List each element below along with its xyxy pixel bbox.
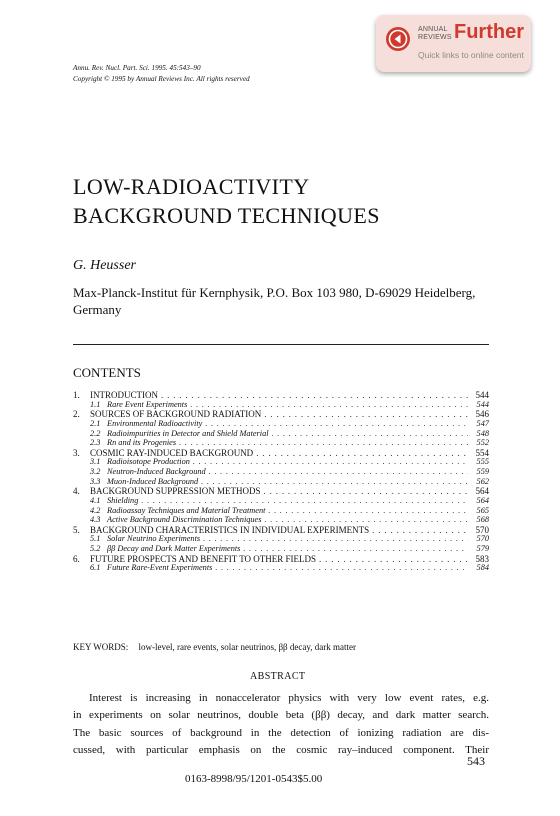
toc-entry-label: BACKGROUND CHARACTERISTICS IN INDIVIDUAL EXPERIMENTS	[90, 524, 370, 535]
toc-entry-page: 564	[476, 495, 489, 505]
toc-leader-dots	[272, 429, 468, 438]
author-name: G. Heusser	[73, 258, 136, 273]
toc-entry-page: 552	[476, 438, 489, 448]
toc-leader-dots	[256, 448, 468, 458]
keywords-text: low-level, rare events, solar neutrinos, ββ decay, dark matter	[138, 642, 357, 652]
toc-entry-label: Muon-Induced Background	[107, 476, 199, 486]
toc-leader-dots	[264, 409, 468, 419]
toc-leader-dots	[141, 496, 468, 505]
toc-entry-number: 2.3	[90, 438, 101, 448]
toc-entry	[73, 448, 489, 458]
toc-entry-label: INTRODUCTION	[90, 390, 158, 400]
abstract-line: The basic sources of background in the detection of ionizing radiation are dis-	[73, 726, 489, 739]
toc-entry-number: 4.	[73, 486, 80, 497]
toc-entry-page: 565	[476, 505, 489, 515]
toc-entry-page: 547	[476, 418, 489, 428]
toc-entry-number: 2.1	[90, 418, 101, 428]
keywords-line	[73, 642, 356, 652]
toc-entry-number: 4.3	[90, 515, 101, 525]
author-affiliation: Max-Planck-Institut für Kernphysik, P.O. Box 103 980, D-69029 Heidelberg, Germany	[73, 285, 476, 317]
abstract-heading: ABSTRACT	[250, 671, 306, 682]
toc-entry-page: 544	[476, 399, 489, 409]
toc-entry-page: 584	[476, 563, 489, 573]
toc-entry-page: 583	[475, 553, 489, 564]
toc-entry-label: BACKGROUND SUPPRESSION METHODS	[90, 486, 261, 497]
title-line-2: BACKGROUND TECHNIQUES	[73, 203, 380, 228]
badge-brand	[418, 26, 452, 41]
toc-entry-page: 570	[476, 534, 489, 544]
toc-entry-number: 3.	[73, 447, 80, 458]
toc-entry-label: Neutron-Induced Background	[107, 467, 206, 476]
toc-entry	[73, 419, 489, 429]
toc-leader-dots	[190, 400, 468, 409]
toc-entry-page: 579	[476, 544, 489, 553]
toc-entry-number: 2.2	[90, 428, 101, 438]
toc-entry-number: 5.2	[90, 544, 101, 553]
abstract-line: Interest is increasing in nonaccelerator physics with very low event rates, e.g.	[89, 692, 489, 704]
toc-entry	[73, 534, 489, 544]
toc-entry-page: 559	[476, 467, 489, 476]
contents-heading: CONTENTS	[73, 365, 141, 380]
toc-leader-dots	[319, 554, 468, 564]
toc-entry	[73, 554, 489, 564]
toc-leader-dots	[161, 390, 468, 400]
abstract-line: in experiments on solar neutrinos, double beta (ββ) decay, and dark matter search.	[73, 709, 489, 722]
toc-entry-number: 2.	[73, 409, 80, 420]
article-title	[73, 172, 380, 230]
toc-entry	[73, 409, 489, 419]
toc-entry-label: Rn and its Progenies	[107, 438, 177, 448]
toc-entry	[73, 467, 489, 477]
toc-leader-dots	[193, 457, 468, 466]
toc-entry	[73, 457, 489, 467]
toc-entry	[73, 438, 489, 448]
toc-entry-number: 3.1	[90, 457, 101, 467]
page-number: 543	[467, 754, 485, 768]
journal-citation: Annu. Rev. Nucl. Part. Sci. 1995. 45:543–90	[73, 64, 201, 72]
toc-entry-label: ββ Decay and Dark Matter Experiments	[107, 544, 241, 553]
toc-leader-dots	[205, 419, 468, 428]
toc-entry-label: Solar Neutrino Experiments	[107, 534, 201, 544]
toc-entry-number: 5.1	[90, 534, 101, 544]
title-line-1: LOW-RADIOACTIVITY	[73, 174, 310, 199]
toc-entry-number: 6.	[73, 553, 80, 564]
toc-entry-number: 4.2	[90, 505, 101, 515]
abstract-line: cussed, with particular emphasis on the cosmic ray–induced component. Their	[73, 744, 489, 757]
toc-leader-dots	[209, 467, 468, 476]
abstract-paragraph	[73, 690, 489, 760]
toc-entry-page: 548	[476, 428, 489, 438]
toc-entry	[73, 544, 489, 554]
annual-reviews-logo-icon	[385, 26, 411, 52]
toc-entry-number: 4.1	[90, 495, 101, 505]
toc-entry	[73, 400, 489, 410]
toc-entry	[73, 506, 489, 516]
toc-entry-label: SOURCES OF BACKGROUND RADIATION	[90, 409, 262, 420]
toc-entry-number: 3.3	[90, 476, 101, 486]
toc-entry-number: 1.1	[90, 399, 101, 409]
toc-entry-label: Radioimpurities in Detector and Shield Material	[107, 428, 269, 438]
toc-entry-page: 568	[476, 515, 489, 525]
toc-entry	[73, 486, 489, 496]
toc-entry-label: Rare Event Experiments	[107, 399, 188, 409]
table-of-contents	[73, 390, 489, 573]
toc-entry-page: 570	[475, 524, 489, 535]
toc-leader-dots	[243, 544, 468, 553]
toc-entry-page: 546	[475, 409, 489, 420]
brand-line-annual: ANNUAL	[418, 26, 448, 33]
toc-entry-number: 1.	[73, 390, 80, 400]
badge-quick-links[interactable]: Quick links to online content	[418, 50, 524, 60]
toc-entry-page: 564	[475, 486, 489, 497]
annual-reviews-further-badge[interactable]	[376, 15, 531, 72]
toc-leader-dots	[264, 486, 468, 496]
toc-entry	[73, 515, 489, 525]
brand-line-reviews: REVIEWS	[418, 33, 452, 41]
toc-entry-label: Radioisotope Production	[107, 457, 190, 467]
toc-leader-dots	[201, 477, 468, 486]
toc-leader-dots	[264, 515, 468, 524]
toc-entry-number: 3.2	[90, 467, 101, 476]
keywords-label: KEY WORDS:	[73, 642, 129, 652]
toc-entry-page: 555	[476, 457, 489, 467]
toc-leader-dots	[372, 525, 468, 535]
toc-entry-page: 562	[476, 476, 489, 486]
section-divider	[73, 344, 489, 345]
toc-entry-label: COSMIC RAY-INDUCED BACKGROUND	[90, 447, 254, 458]
toc-entry-label: Future Rare-Event Experiments	[107, 563, 213, 573]
toc-entry	[73, 563, 489, 573]
toc-entry	[73, 477, 489, 487]
toc-entry-page: 554	[475, 447, 489, 458]
toc-leader-dots	[268, 506, 468, 515]
toc-entry	[73, 390, 489, 400]
toc-leader-dots	[179, 438, 468, 447]
toc-entry-number: 5.	[73, 524, 80, 535]
toc-entry	[73, 429, 489, 439]
price-code: 0163-8998/95/1201-0543$5.00	[185, 773, 323, 785]
toc-entry-label: Environmental Radioactivity	[107, 418, 203, 428]
journal-copyright: Copyright © 1995 by Annual Reviews Inc. All rights reserved	[73, 75, 250, 83]
toc-entry-label: Active Background Discrimination Techniques	[107, 515, 262, 525]
toc-entry-label: Shielding	[107, 495, 139, 505]
toc-entry-number: 6.1	[90, 563, 101, 573]
toc-entry	[73, 496, 489, 506]
toc-entry-label: FUTURE PROSPECTS AND BENEFIT TO OTHER FIELDS	[90, 553, 317, 564]
toc-leader-dots	[215, 563, 468, 572]
toc-leader-dots	[203, 534, 468, 543]
badge-further-label: Further	[454, 21, 524, 43]
toc-entry-page: 544	[475, 390, 489, 400]
abstract-body	[73, 690, 489, 760]
toc-entry	[73, 525, 489, 535]
toc-entry-label: Radioassay Techniques and Material Treatment	[107, 505, 266, 515]
